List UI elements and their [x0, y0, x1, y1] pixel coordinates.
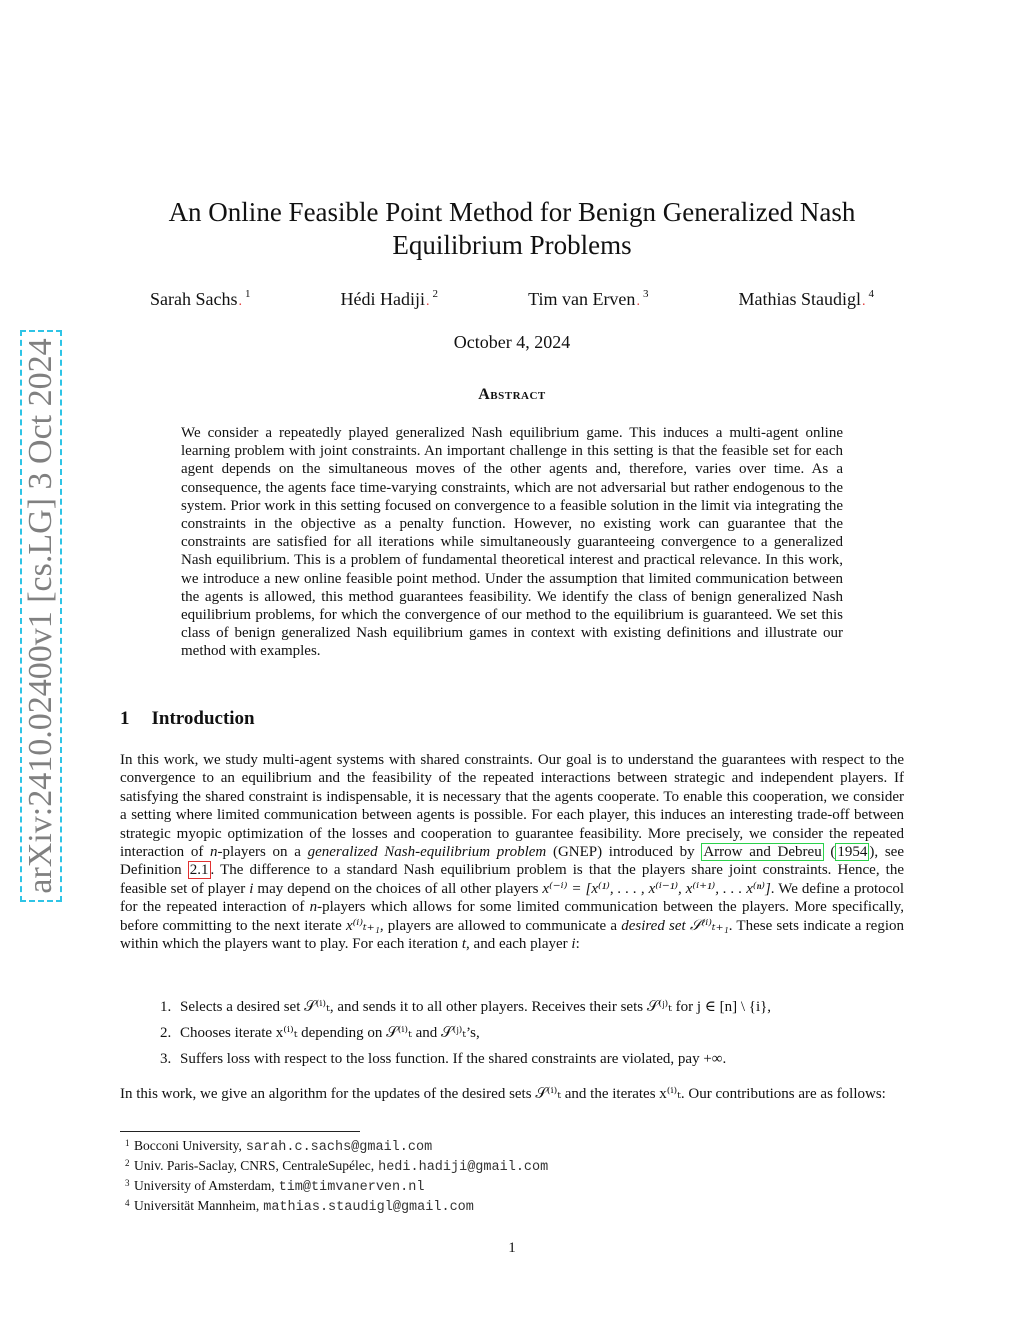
email-link-dot[interactable]: . [426, 294, 430, 309]
section-number: 1 [120, 708, 130, 729]
section-heading [120, 708, 904, 730]
footnote [125, 1197, 904, 1217]
footnote-mark: 4 [125, 1198, 130, 1208]
author-footnote-mark[interactable]: 4 [868, 288, 874, 300]
title-line-2: Equilibrium Problems [392, 230, 632, 260]
math-x-minus-i: x⁽⁻ⁱ⁾ = [x⁽¹⁾, . . . , x⁽ⁱ⁻¹⁾, x⁽ⁱ⁺¹⁾, . . . x⁽ⁿ⁾] [542, 880, 771, 897]
author-list [150, 288, 874, 314]
footnote-email[interactable]: hedi.hadiji@gmail.com [378, 1160, 549, 1175]
math-s-next: 𝒮⁽ⁱ⁾ₜ₊₁ [685, 917, 729, 934]
math-i: i [571, 936, 576, 953]
footnote-affiliation: Univ. Paris-Saclay, CNRS, CentraleSupélec, [134, 1158, 375, 1173]
math-n: n [309, 899, 318, 916]
author-entry [528, 288, 648, 314]
footnote-mark: 1 [125, 1138, 130, 1148]
author-footnote-mark[interactable]: 3 [642, 288, 649, 300]
footnote-mark: 2 [125, 1158, 130, 1168]
intro-text: . These sets indicate a region within which the players want to play. For each iteration [120, 917, 904, 953]
gnep-term: generalized Nash-equilibrium problem [307, 844, 547, 861]
intro-text: , players are allowed to communicate a [379, 917, 622, 934]
publication-date: October 4, 2024 [453, 332, 571, 352]
intro-text: -players on a [217, 844, 308, 861]
step-text: Chooses iterate x⁽ⁱ⁾ₜ depending on 𝒮⁽ⁱ⁾ₜ and 𝒮⁽ʲ⁾ₜ’s, [180, 1025, 480, 1041]
footnote-divider [120, 1131, 360, 1132]
step-number: 2. [160, 1025, 172, 1041]
footnote-email[interactable]: tim@timvanerven.nl [278, 1180, 425, 1195]
title-line-1: An Online Feasible Point Method for Benign Generalized Nash [168, 197, 856, 227]
math-t: t [461, 936, 467, 953]
intro-text: . The difference to a standard Nash equilibrium problem is that the players share joint constraints. Hence, the feasible set of player [120, 862, 904, 897]
intro-paragraph [120, 751, 904, 953]
arxiv-identifier[interactable]: arXiv:2410.02400v1 [cs.LG] 3 Oct 2024 [22, 338, 59, 894]
paper-title [120, 196, 904, 262]
author-entry [739, 288, 875, 314]
footnote-mark: 3 [125, 1178, 130, 1188]
author-name: Hédi Hadiji [340, 289, 426, 309]
math-n: n [210, 844, 218, 861]
footnotes [125, 1137, 904, 1217]
author-entry [150, 288, 250, 314]
author-footnote-mark[interactable]: 1 [244, 288, 251, 300]
definition-link[interactable]: 2.1 [189, 862, 209, 879]
contributions-intro: In this work, we give an algorithm for the updates of the desired sets 𝒮⁽ⁱ⁾ₜ and the iterates x⁽ⁱ⁾ₜ. Our contributions are as follows: [120, 1086, 886, 1102]
citation-link-year[interactable]: 1954 [837, 844, 868, 861]
email-link-dot[interactable]: . [636, 294, 640, 309]
footnote [125, 1177, 904, 1197]
author-entry [341, 288, 438, 314]
abstract-heading: Abstract [478, 386, 546, 403]
author-name: Tim van Erven [528, 289, 636, 309]
math-i: i [249, 880, 254, 897]
step-text: Suffers loss with respect to the loss function. If the shared constraints are violated, pay +∞. [180, 1051, 727, 1067]
protocol-steps [160, 994, 904, 1072]
intro-text: (GNEP) introduced by [546, 844, 702, 861]
step-text: Selects a desired set 𝒮⁽ⁱ⁾ₜ, and sends it to all other players. Receives their sets 𝒮⁽ʲ⁾ₜ for j ∈ [n] \ {i}, [180, 999, 772, 1015]
footnote-email[interactable]: mathias.staudigl@gmail.com [263, 1200, 474, 1215]
citation-link-authors[interactable]: Arrow and Debreu [703, 844, 822, 861]
intro-text: -players which allows for some limited communication between the players. More specifically, before committing to the next iterate [120, 899, 904, 934]
email-link-dot[interactable]: . [862, 294, 866, 309]
footnote-email[interactable]: sarah.c.sachs@gmail.com [245, 1140, 433, 1155]
math-x-next: x⁽ⁱ⁾ₜ₊₁ [345, 917, 380, 934]
author-name: Mathias Staudigl [738, 289, 861, 309]
intro-text: ( [823, 844, 836, 861]
intro-text: ), see Definition [120, 844, 905, 879]
desired-set-term: desired set [621, 917, 686, 934]
author-footnote-mark[interactable]: 2 [432, 288, 439, 300]
list-item [160, 1046, 904, 1072]
footnote [125, 1137, 904, 1157]
page-number: 1 [508, 1240, 516, 1256]
footnote-affiliation: Bocconi University, [134, 1138, 242, 1153]
intro-text: . We define a protocol for the repeated interaction of [120, 880, 904, 916]
email-link-dot[interactable]: . [238, 294, 242, 309]
list-item [160, 1020, 904, 1046]
intro-text: , and each player [466, 936, 572, 953]
intro-text: may depend on the choices of all other players [253, 880, 543, 897]
abstract-body: We consider a repeatedly played generalized Nash equilibrium game. This induces a multi-agent online learning problem with joint constraints. An important challenge in this setting is that the feasible set for each agent depends on the simultaneous moves of the other agents and, therefore, varies over time. As a consequence, the agents face time-varying constraints, which are not adversarial but rather endogenous to the system. Prior work in this setting focused on convergence to a feasible solution in the limit via integrating the constraints in the objective as a penalty function. However, no existing work can guarantee that the constraints are satisfied for all iterations while simultaneously guaranteeing convergence to a generalized Nash equilibrium. This is a problem of fundamental theoretical interest and practical relevance. In this work, we introduce a new online feasible point method. Under the assumption that limited communication between the agents is allowed, this method guarantees feasibility. We identify the class of benign generalized Nash equilibrium problems, for which the convergence of our method to the equilibrium is guaranteed. We set this class of benign generalized Nash equilibrium games in context with existing definitions and illustrate our method with examples. [181, 425, 843, 660]
section-title: Introduction [151, 708, 255, 729]
footnote-affiliation: University of Amsterdam, [134, 1178, 275, 1193]
intro-text: : [575, 936, 580, 953]
footnote [125, 1157, 904, 1177]
intro-text: In this work, we study multi-agent systems with shared constraints. Our goal is to understand the guarantees with respect to the convergence to an equilibrium and the feasibility of the repeated interactions between strategic and independent players. If satisfying the shared constraint is indispensable, it is necessary that the agents cooperate. To enable this cooperation, we consider a setting where limited communication between agents is possible. For each player, this induces an interesting trade-off between strategic myopic optimization of the losses and cooperation to guarantee feasibility. More precisely, we consider the repeated interaction of [120, 752, 904, 861]
footnote-affiliation: Universität Mannheim, [134, 1198, 260, 1213]
list-item [160, 994, 904, 1020]
author-name: Sarah Sachs [150, 289, 238, 309]
step-number: 3. [160, 1051, 172, 1067]
step-number: 1. [160, 999, 172, 1015]
